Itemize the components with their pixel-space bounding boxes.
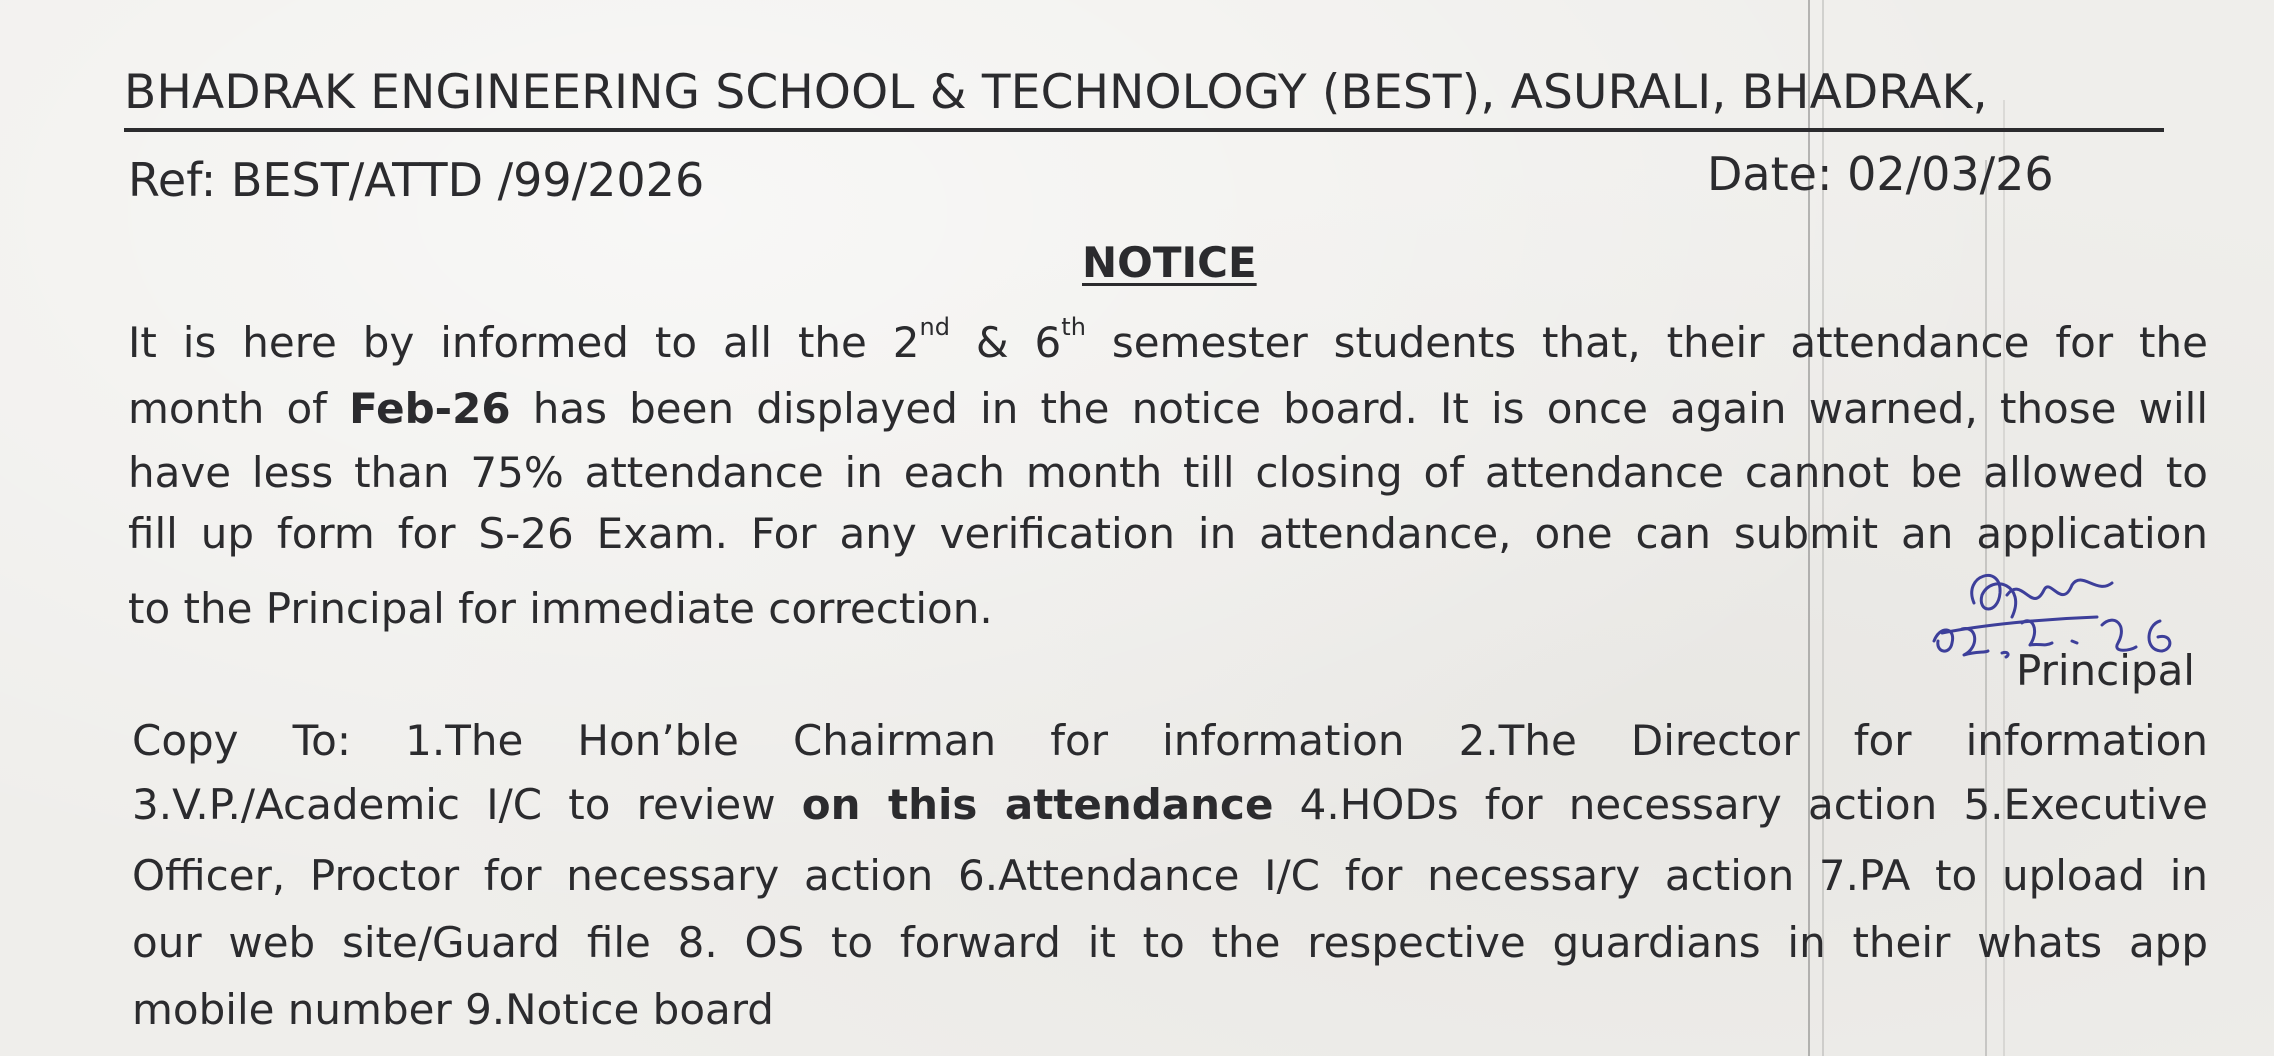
ordinal-suffix: nd xyxy=(919,313,950,341)
notice-title: NOTICE xyxy=(1082,238,1257,287)
notice-date: Date: 02/03/26 xyxy=(1707,147,2054,201)
body-line-5: to the Principal for immediate correction. xyxy=(128,584,993,633)
body-text: has been displayed in the notice board. It is once again warned, those will xyxy=(510,384,2209,433)
body-line-4: fill up form for S-26 Exam. For any verification in attendance, one can submit an application xyxy=(128,509,2208,558)
body-text: It is here by informed to all the 2 xyxy=(128,318,920,367)
body-line-1 xyxy=(128,312,2208,374)
copy-to-line-1: Copy To: 1.The Hon’ble Chairman for information 2.The Director for information xyxy=(132,716,2208,765)
copy-to-line-4: our web site/Guard file 8. OS to forward it to the respective guardians in their whats app xyxy=(132,918,2208,967)
body-text: month of xyxy=(128,384,350,433)
copy-to-text: 4.HODs for necessary action 5.Executive xyxy=(1273,780,2208,829)
signatory-title: Principal xyxy=(2016,646,2195,695)
ordinal-suffix: th xyxy=(1061,313,1086,341)
body-line-2 xyxy=(128,378,2208,440)
body-text: & 6 xyxy=(949,318,1062,367)
month-highlight: Feb-26 xyxy=(349,384,511,433)
copy-to-line-3: Officer, Proctor for necessary action 6.Attendance I/C for necessary action 7.PA to upload in xyxy=(132,851,2208,900)
copy-to-highlight: on this attendance xyxy=(801,780,1274,829)
copy-to-line-2 xyxy=(132,774,2208,836)
copy-to-text: 3.V.P./Academic I/C to review xyxy=(132,780,802,829)
body-text: semester students that, their attendance for the xyxy=(1085,318,2208,367)
reference-number: Ref: BEST/ATTD /99/2026 xyxy=(128,153,705,207)
copy-to-line-5: mobile number 9.Notice board xyxy=(132,985,774,1034)
body-line-3: have less than 75% attendance in each month till closing of attendance cannot be allowed to xyxy=(128,448,2208,497)
institution-header: BHADRAK ENGINEERING SCHOOL & TECHNOLOGY (BEST), ASURALI, BHADRAK, xyxy=(124,62,2164,132)
